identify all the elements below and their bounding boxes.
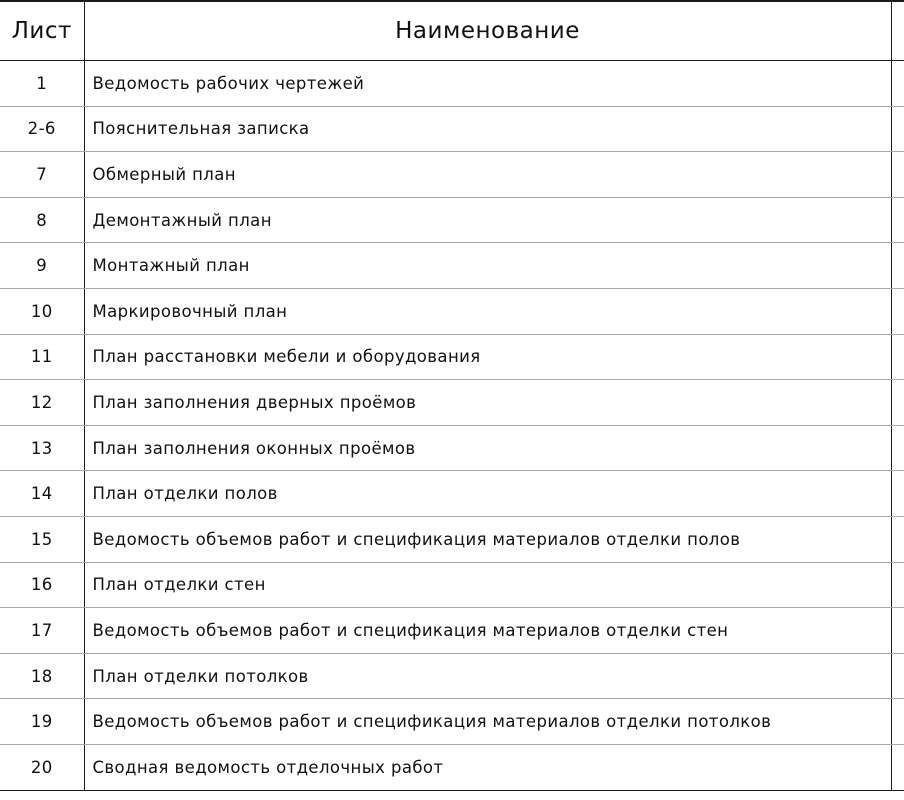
sheet-name-cell: Сводная ведомость отделочных работ bbox=[84, 744, 891, 790]
sheet-number-cell: 20 bbox=[0, 744, 84, 790]
table-row bbox=[0, 106, 904, 152]
extra-cell bbox=[891, 380, 904, 426]
sheet-name-cell: Монтажный план bbox=[84, 243, 891, 289]
extra-cell bbox=[891, 197, 904, 243]
sheet-name-cell: Демонтажный план bbox=[84, 197, 891, 243]
table-row bbox=[0, 699, 904, 745]
extra-cell bbox=[891, 152, 904, 198]
table-row bbox=[0, 471, 904, 517]
extra-cell bbox=[891, 516, 904, 562]
sheet-name-cell: План отделки потолков bbox=[84, 653, 891, 699]
column-header-extra bbox=[891, 1, 904, 61]
sheet-number-cell: 2-6 bbox=[0, 106, 84, 152]
extra-cell bbox=[891, 653, 904, 699]
extra-cell bbox=[891, 425, 904, 471]
sheet-number-cell: 17 bbox=[0, 608, 84, 654]
sheet-name-cell: План отделки полов bbox=[84, 471, 891, 517]
sheet-number-cell: 10 bbox=[0, 288, 84, 334]
extra-cell bbox=[891, 608, 904, 654]
sheet-number-cell: 9 bbox=[0, 243, 84, 289]
extra-cell bbox=[891, 106, 904, 152]
table-row bbox=[0, 288, 904, 334]
table-row bbox=[0, 334, 904, 380]
table-row bbox=[0, 516, 904, 562]
table-row bbox=[0, 608, 904, 654]
table-body bbox=[0, 61, 904, 791]
sheet-number-cell: 16 bbox=[0, 562, 84, 608]
table-row bbox=[0, 425, 904, 471]
sheet-name-cell: Пояснительная записка bbox=[84, 106, 891, 152]
extra-cell bbox=[891, 471, 904, 517]
sheet-number-cell: 14 bbox=[0, 471, 84, 517]
sheet-name-cell: План заполнения оконных проёмов bbox=[84, 425, 891, 471]
column-header-sheet: Лист bbox=[0, 1, 84, 61]
sheet-name-cell: План отделки стен bbox=[84, 562, 891, 608]
sheet-number-cell: 8 bbox=[0, 197, 84, 243]
sheet-number-cell: 15 bbox=[0, 516, 84, 562]
extra-cell bbox=[891, 744, 904, 790]
sheet-number-cell: 1 bbox=[0, 61, 84, 107]
table-row bbox=[0, 562, 904, 608]
sheet-name-cell: Обмерный план bbox=[84, 152, 891, 198]
sheet-number-cell: 11 bbox=[0, 334, 84, 380]
sheet-number-cell: 19 bbox=[0, 699, 84, 745]
table-row bbox=[0, 744, 904, 790]
table-row bbox=[0, 61, 904, 107]
extra-cell bbox=[891, 288, 904, 334]
sheet-number-cell: 18 bbox=[0, 653, 84, 699]
extra-cell bbox=[891, 243, 904, 289]
sheet-name-cell: Ведомость объемов работ и спецификация материалов отделки потолков bbox=[84, 699, 891, 745]
table-row bbox=[0, 380, 904, 426]
table-header-row bbox=[0, 1, 904, 61]
sheet-number-cell: 12 bbox=[0, 380, 84, 426]
table-row bbox=[0, 197, 904, 243]
sheet-number-cell: 7 bbox=[0, 152, 84, 198]
table-row bbox=[0, 152, 904, 198]
extra-cell bbox=[891, 334, 904, 380]
sheet-name-cell: План расстановки мебели и оборудования bbox=[84, 334, 891, 380]
sheet-name-cell: Ведомость объемов работ и спецификация материалов отделки стен bbox=[84, 608, 891, 654]
sheet-name-cell: Ведомость объемов работ и спецификация материалов отделки полов bbox=[84, 516, 891, 562]
extra-cell bbox=[891, 61, 904, 107]
extra-cell bbox=[891, 699, 904, 745]
column-header-name: Наименование bbox=[84, 1, 891, 61]
table-row bbox=[0, 653, 904, 699]
extra-cell bbox=[891, 562, 904, 608]
sheet-name-cell: Маркировочный план bbox=[84, 288, 891, 334]
table-row bbox=[0, 243, 904, 289]
sheet-name-cell: План заполнения дверных проёмов bbox=[84, 380, 891, 426]
sheet-name-cell: Ведомость рабочих чертежей bbox=[84, 61, 891, 107]
sheet-number-cell: 13 bbox=[0, 425, 84, 471]
